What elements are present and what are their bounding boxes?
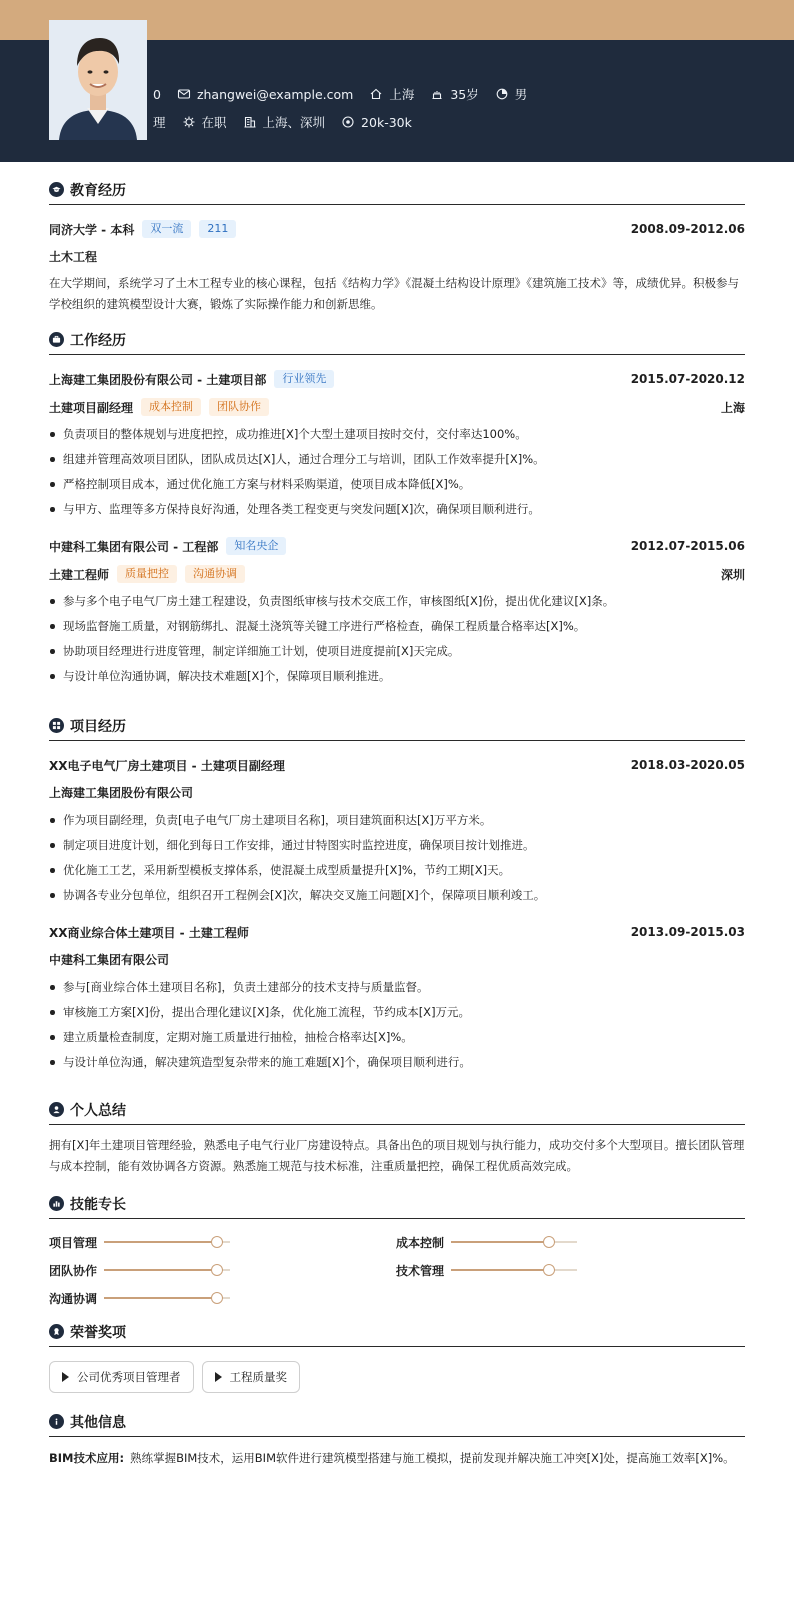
company-tag: 行业领先 [274,370,334,388]
job-item [153,113,166,131]
location-item [369,85,414,103]
section-title-work: 工作经历 [49,325,745,355]
job-value: 理 [153,115,166,130]
avatar [49,20,147,140]
email-value: zhangwei@example.com [196,86,354,102]
gender-icon [495,87,509,101]
age-item [430,85,478,103]
list-item: 与设计单位沟通，解决建筑造型复杂带来的施工难题[X]个，确保项目顺利进行。 [49,1050,745,1075]
section-title-skills: 技能专长 [49,1189,745,1219]
skill-level-knob [211,1292,223,1304]
skill-name: 技术管理 [396,1263,445,1278]
summary-text: 拥有[X]年土建项目管理经验，熟悉电子电气行业厂房建设特点。具备出色的项目规划与执行能力，成功交付多个大型项目。擅长团队管理与成本控制，能有效协调各方资源。熟悉施工规范与技术标准，注重质量把控，确保工程优质高效完成。 [49,1138,745,1173]
list-item: 建立质量检查制度，定期对施工质量进行抽检，抽检合格率达[X]%。 [49,1025,745,1050]
list-item: 审核施工方案[X]份，提出合理化建议[X]条，优化施工流程，节约成本[X]万元。 [49,1000,745,1025]
skill-level-knob [211,1236,223,1248]
project-name: XX商业综合体土建项目 - 土建工程师 [49,925,249,940]
award-chip: 工程质量奖 [202,1361,301,1393]
skill-item [49,1289,396,1307]
project-entry [49,755,745,908]
briefcase-icon [49,332,64,347]
company-name: 上海建工集团股份有限公司 - 土建项目部 [49,372,267,387]
email-icon [177,87,191,101]
skill-name: 团队协作 [49,1263,98,1278]
work-city: 上海 [720,400,745,415]
status-item [182,113,227,131]
header-info-row-2 [153,113,428,131]
work-entry [49,369,745,522]
gender-value: 男 [514,87,528,102]
work-date: 2012.07-2015.06 [630,539,745,553]
job-role: 土建项目副经理 [49,400,134,415]
list-item: 参与[商业综合体土建项目名称]，负责土建部分的技术支持与质量监督。 [49,975,745,1000]
award-chip: 公司优秀项目管理者 [49,1361,194,1393]
role-tag: 团队协作 [209,398,269,416]
skill-name: 沟通协调 [49,1291,98,1306]
list-item: 参与多个电子电气厂房土建工程建设，负责图纸审核与技术交底工作，审核图纸[X]份，提出优化建议[X]条。 [49,589,745,614]
project-bullets [49,808,745,908]
list-item: 协助项目经理进行进度管理，制定详细施工计划，使项目进度提前[X]天完成。 [49,639,745,664]
awards-list [49,1361,745,1393]
status-icon [182,115,196,129]
list-item: 与设计单位沟通协调，解决技术难题[X]个，保障项目顺利推进。 [49,664,745,689]
work-city: 深圳 [720,567,745,582]
major: 土木工程 [49,250,98,264]
building-icon [243,115,257,129]
skill-level-bar [451,1241,577,1243]
project-org: 上海建工集团股份有限公司 [49,786,194,800]
work-entry [49,536,745,689]
location-value: 上海 [389,87,415,102]
company-name: 中建科工集团有限公司 - 工程部 [49,539,219,554]
list-item: 与甲方、监理等多方保持良好沟通，处理各类工程变更与突发问题[X]次，确保项目顺利进行。 [49,497,745,522]
skill-level-knob [543,1236,555,1248]
skill-item [49,1233,396,1251]
list-item: 作为项目副经理，负责[电子电气厂房土建项目名称]，项目建筑面积达[X]万平方米。 [49,808,745,833]
education-tag: 211 [199,220,236,238]
salary-item [341,115,412,130]
work-city-value: 上海、深圳 [262,115,326,130]
avatar-photo-icon [49,20,147,140]
skill-item [396,1261,743,1279]
education-description: 在大学期间，系统学习了土木工程专业的核心课程，包括《结构力学》《混凝土结构设计原理》《建筑施工技术》等，成绩优异。积极参与学校组织的建筑模型设计大赛，锻炼了实际操作能力和创新思维。 [49,276,739,311]
role-tag: 沟通协调 [185,565,245,583]
status-value: 在职 [201,115,227,130]
award-icon [49,1324,64,1339]
skill-level-bar [104,1297,230,1299]
play-icon [62,1372,69,1382]
skill-name: 成本控制 [396,1235,445,1250]
home-icon [369,87,383,101]
bar-chart-icon [49,1196,64,1211]
list-item: 现场监督施工质量，对钢筋绑扎、混凝土浇筑等关键工序进行严格检查，确保工程质量合格率达[X]%。 [49,614,745,639]
project-entry [49,922,745,1075]
job-role: 土建工程师 [49,567,110,582]
project-org: 中建科工集团有限公司 [49,953,170,967]
work-city-item [243,113,326,131]
project-bullets [49,975,745,1075]
grid-icon [49,718,64,733]
work-bullets [49,422,745,522]
work-date: 2015.07-2020.12 [630,372,745,386]
skill-level-bar [451,1269,577,1271]
salary-value: 20k-30k [361,114,412,130]
list-item: 协调各专业分包单位，组织召开工程例会[X]次，解决交叉施工问题[X]个，保障项目顺利竣工。 [49,883,745,908]
project-date: 2018.03-2020.05 [630,758,745,772]
list-item: 严格控制项目成本，通过优化施工方案与材料采购渠道，使项目成本降低[X]%。 [49,472,745,497]
section-title-other: 其他信息 [49,1407,745,1437]
skill-level-knob [543,1264,555,1276]
section-title-education: 教育经历 [49,175,745,205]
phone-item [153,87,161,102]
other-info-key: BIM技术应用: [49,1451,125,1465]
project-name: XX电子电气厂房土建项目 - 土建项目副经理 [49,758,285,773]
age-value: 35岁 [450,87,479,102]
age-icon [430,87,444,101]
email-item [177,87,353,102]
list-item: 负责项目的整体规划与进度把控，成功推进[X]个大型土建项目按时交付，交付率达100%。 [49,422,745,447]
section-title-projects: 项目经历 [49,711,745,741]
skill-item [396,1233,743,1251]
role-tag: 质量把控 [117,565,177,583]
other-info [49,1447,745,1469]
list-item: 优化施工工艺，采用新型模板支撑体系，使混凝土成型质量提升[X]%，节约工期[X]天。 [49,858,745,883]
skill-name: 项目管理 [49,1235,98,1250]
company-tag: 知名央企 [226,537,286,555]
skill-level-bar [104,1269,230,1271]
work-bullets [49,589,745,689]
skills-grid [49,1233,745,1307]
resume-content [49,175,745,1469]
play-icon [215,1372,222,1382]
graduation-cap-icon [49,182,64,197]
other-info-value: 熟练掌握BIM技术，运用BIM软件进行建筑模型搭建与施工模拟，提前发现并解决施工冲突[X]处，提高施工效率[X]%。 [130,1451,735,1465]
education-date: 2008.09-2012.06 [630,222,745,236]
info-icon [49,1414,64,1429]
salary-icon [341,115,355,129]
education-entry [49,219,745,315]
skill-level-knob [211,1264,223,1276]
skill-item [49,1261,396,1279]
section-title-summary: 个人总结 [49,1095,745,1125]
skill-level-bar [104,1241,230,1243]
section-title-awards: 荣誉奖项 [49,1317,745,1347]
list-item: 制定项目进度计划，细化到每日工作安排，通过甘特图实时监控进度，确保项目按计划推进。 [49,833,745,858]
list-item: 组建并管理高效项目团队，团队成员达[X]人，通过合理分工与培训，团队工作效率提升[X]%。 [49,447,745,472]
phone-value: 0 [153,86,161,102]
role-tag: 成本控制 [141,398,201,416]
header-info-row-1 [153,85,543,103]
school-name: 同济大学 - 本科 [49,222,135,237]
education-tag: 双一流 [142,220,191,238]
user-icon [49,1102,64,1117]
gender-item [495,85,528,103]
project-date: 2013.09-2015.03 [630,925,745,939]
